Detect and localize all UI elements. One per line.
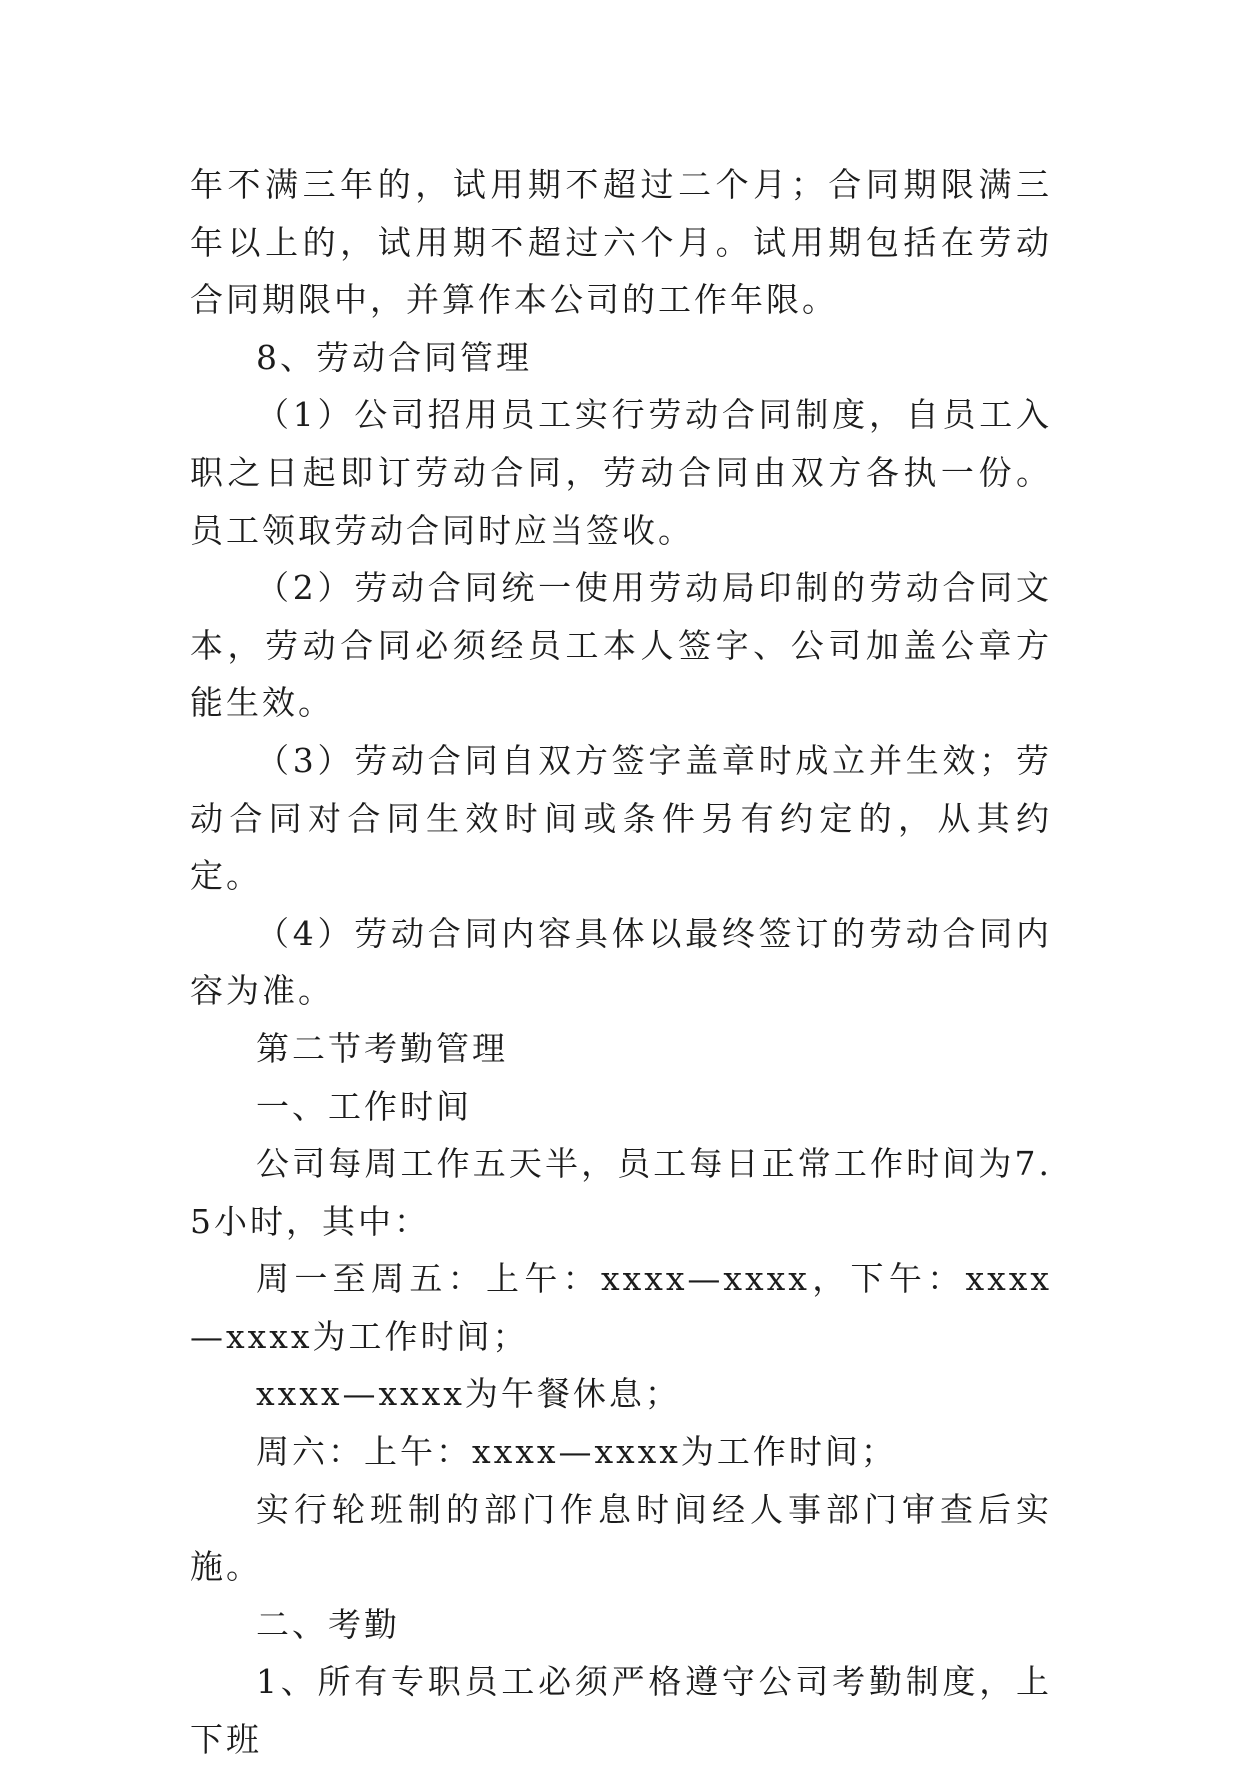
- paragraph-contract-item-3: （3）劳动合同自双方签字盖章时成立并生效；劳动合同对合同生效时间或条件另有约定的，从其约定。: [190, 740, 1052, 896]
- paragraph-contract-item-2: （2）劳动合同统一使用劳动局印制的劳动合同文本，劳动合同必须经员工本人签字、公司加盖公章方能生效。: [190, 568, 1052, 723]
- paragraph-weekly-schedule: 公司每周工作五天半，员工每日正常工作时间为7.5小时，其中：: [190, 1144, 1052, 1241]
- section-heading-attendance: 第二节考勤管理: [256, 1028, 508, 1068]
- subheading-working-hours: 一、工作时间: [256, 1086, 472, 1126]
- document-body: [190, 156, 1052, 1769]
- paragraph-shift-schedule: 实行轮班制的部门作息时间经人事部门审查后实施。: [190, 1489, 1052, 1587]
- heading-labor-contract-management: 8、劳动合同管理: [256, 337, 532, 377]
- paragraph-contract-item-1: （1）公司招用员工实行劳动合同制度，自员工入职之日起即订劳动合同，劳动合同由双方各执一份。员工领取劳动合同时应当签收。: [190, 395, 1052, 550]
- paragraph-contract-item-4: （4）劳动合同内容具体以最终签订的劳动合同内容为准。: [190, 913, 1052, 1011]
- paragraph-probation-continued: 年不满三年的，试用期不超过二个月；合同期限满三年以上的，试用期不超过六个月。试用期包括在劳动合同期限中，并算作本公司的工作年限。: [190, 165, 1052, 320]
- paragraph-weekday-hours: 周一至周五：上午：xxxx—xxxx，下午：xxxx—xxxx为工作时间；: [190, 1259, 1052, 1356]
- paragraph-lunch-break: xxxx—xxxx为午餐休息；: [256, 1374, 681, 1414]
- paragraph-saturday-hours: 周六：上午：xxxx—xxxx为工作时间；: [256, 1432, 897, 1472]
- subheading-attendance: 二、考勤: [256, 1604, 400, 1644]
- paragraph-attendance-rule-1: 1、所有专职员工必须严格遵守公司考勤制度，上下班: [190, 1662, 1052, 1760]
